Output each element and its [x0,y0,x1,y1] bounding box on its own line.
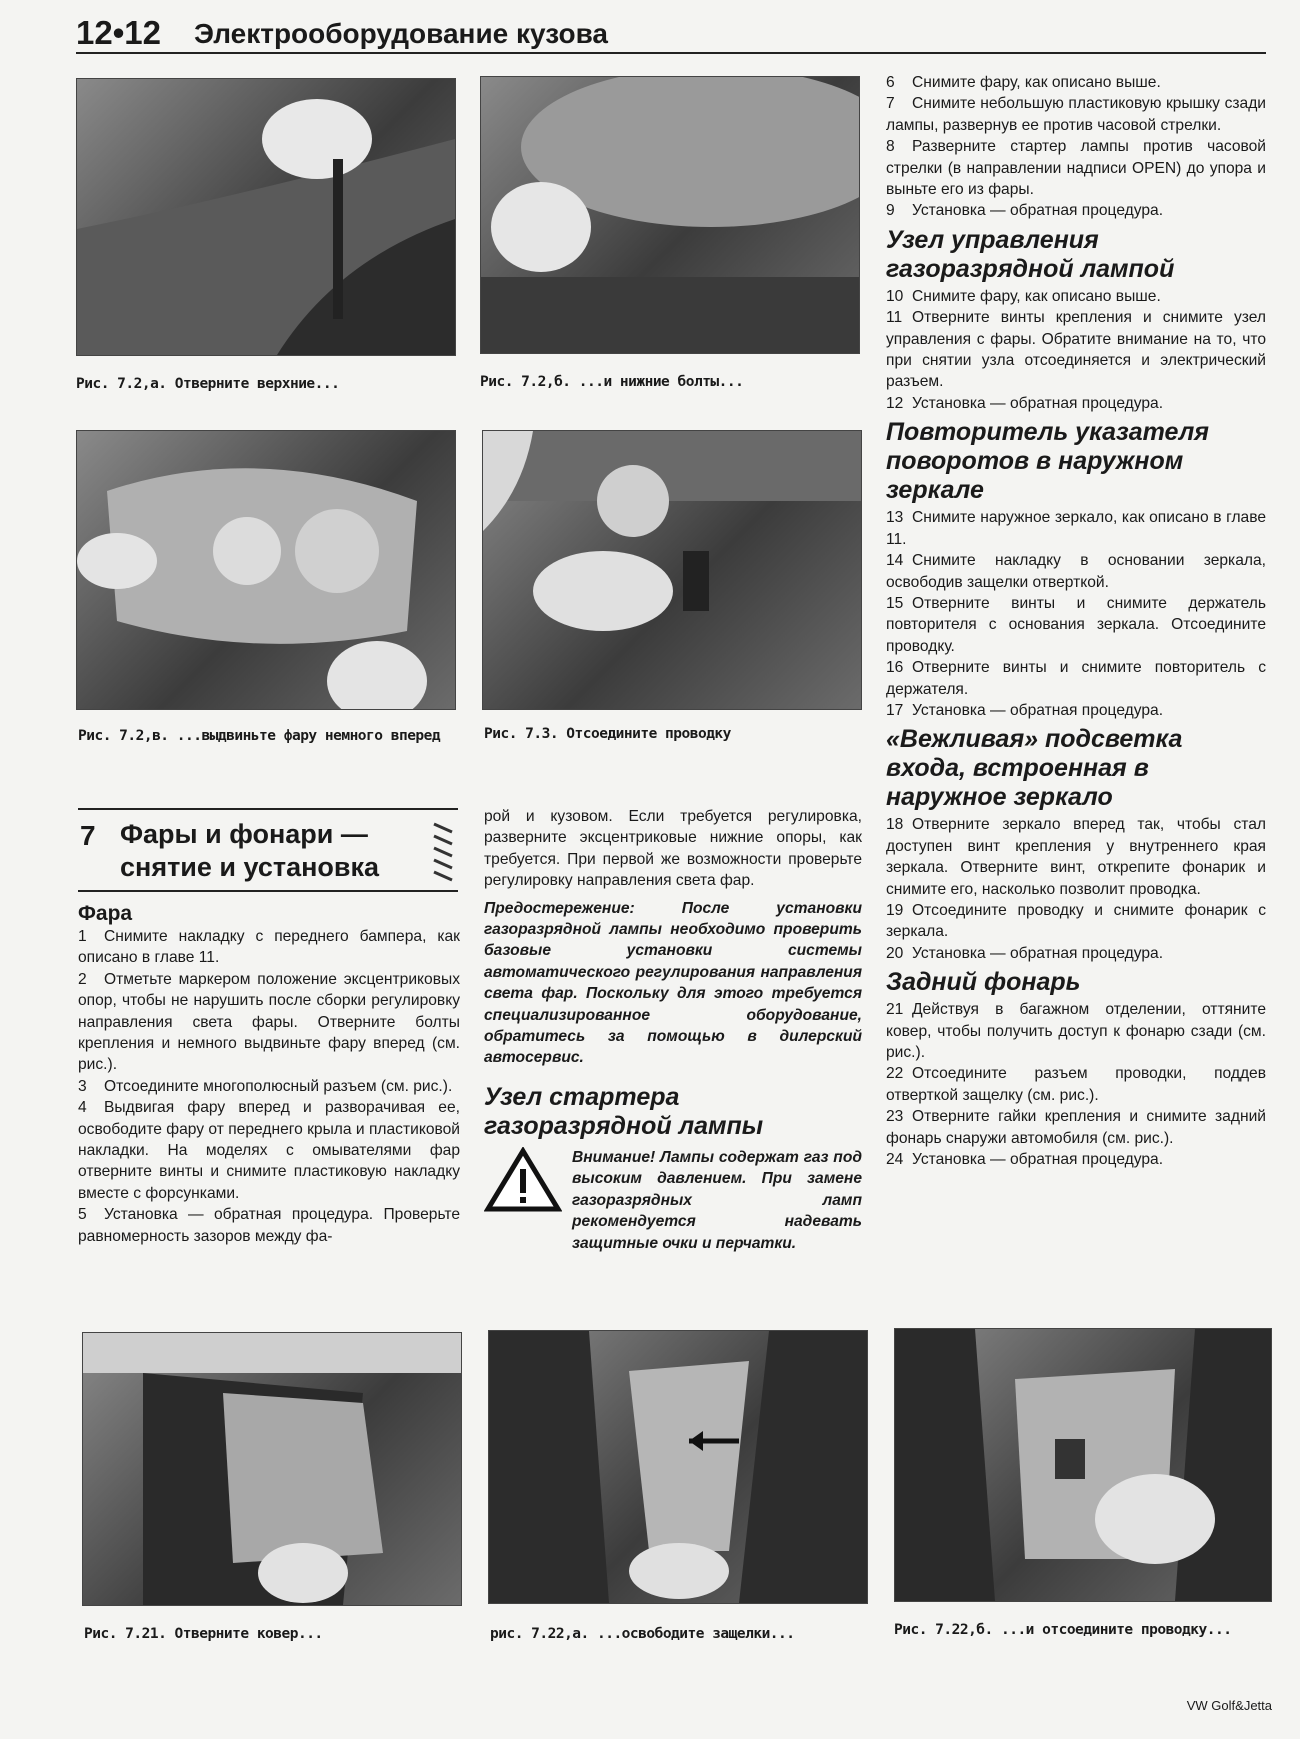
step-7: 7 Снимите небольшую пластиковую крышку сзади лампы, развернув ее против часовой стрелки. [886,95,1266,134]
photo-7-2v [76,430,456,710]
photo-7-21 [82,1332,462,1606]
step-22: 22 Отсоедините разъем проводки, поддев отверткой защелку (см. рис.). [886,1065,1266,1104]
section-title [120,818,440,884]
photo-7-22b [894,1328,1272,1602]
section-title-line1: Фары и фонари — [120,819,368,849]
step-4: 4 Выдвигая фару вперед и разворачивая ее, освободите фару от переднего крыла и пластиковой накладки. На моделях с омывателями фар отверните винты и снимите пластиковую накладку вместе с форсунками. [78,1099,460,1202]
step-20: 20 Установка — обратная процедура. [886,944,1164,962]
caution-text: После установки газоразрядной лампы необходимо проверить базовые установки системы автоматического регулирования направления света фар. Поскольку для этого требуется специализированное оборудование, обратитесь за помощью в дилерский автосервис. [484,899,862,1067]
subheading-fara: Фара [78,902,133,925]
step-5-continuation: рой и кузовом. Если требуется регулировка, разверните эксцентриковые нижние опоры, как требуется. При первой же возможности проверьте регулировку направления света фар. [484,808,862,890]
caption-7-21: Рис. 7.21. Отверните ковер... [84,1626,323,1642]
photo-7-21-image [83,1333,461,1605]
caution-note [484,898,862,1069]
section-title-line2: снятие и установка [120,852,380,882]
step-18: 18 Отверните зеркало вперед так, чтобы стал доступен винт крепления у внутреннего края зеркала. Отверните винт, открепите фонарик и снимите его, насколько позволит проводка. [886,816,1266,898]
caption-7-22a: рис. 7.22,а. ...освободите защелки... [490,1626,795,1642]
page-header [76,12,1266,54]
caption-7-3: Рис. 7.3. Отсоедините проводку [484,726,731,742]
step-11: 11 Отверните винты крепления и снимите узел управления с фары. Обратите внимание на то, что при снятии узла отсоединяется и электрический разъем. [886,309,1266,391]
step-10: 10 Снимите фару, как описано выше. [886,287,1161,305]
warning-text: Лампы содержат газ под высоким давлением. При замене газоразрядных ламп рекомендуется надевать защитные очки и перчатки. [572,1148,862,1252]
heading-control-unit: Узел управления газоразрядной лампой [886,225,1175,283]
section-heading [78,808,458,892]
warning-triangle-icon [484,1147,562,1213]
caption-7-2a: Рис. 7.2,а. Отверните верхние... [76,376,340,392]
caption-7-22b: Рис. 7.22,б. ...и отсоедините проводку... [894,1622,1232,1638]
step-9: 9 Установка — обратная процедура. [886,202,1164,220]
photo-7-2b [480,76,860,354]
photo-7-22b-image [895,1329,1271,1601]
step-8: 8 Разверните стартер лампы против часовой стрелки (в направлении надписи OPEN) до упора и выньте его из фары. [886,138,1266,199]
step-5: 5 Установка — обратная процедура. Проверьте равномерность зазоров между фа- [78,1206,460,1245]
heading-courtesy-light: «Вежливая» подсветка входа, встроенная в наружное зеркало [886,725,1183,812]
caption-7-2b: Рис. 7.2,б. ...и нижние болты... [480,374,744,390]
warning-label: Внимание! [572,1148,656,1166]
step-15: 15 Отверните винты и снимите держатель повторителя с основания зеркала. Отсоедините проводку. [886,594,1266,655]
page-number: 12•12 [76,14,161,51]
step-19: 19 Отсоедините проводку и снимите фонарик с зеркала. [886,901,1266,941]
step-17: 17 Установка — обратная процедура. [886,701,1164,719]
step-14: 14 Снимите накладку в основании зеркала, освободив защелки отверткой. [886,552,1266,591]
step-13: 13 Снимите наружное зеркало, как описано в главе 11. [886,509,1266,548]
column-3 [886,72,1266,1170]
step-1: 1 Снимите накладку с переднего бампера, как описано в главе 11. [78,928,460,967]
photo-7-2b-image [481,77,859,353]
step-16: 16 Отверните винты и снимите повторитель с держателя. [886,659,1266,698]
footer-book-title: VW Golf&Jetta [1186,1698,1272,1713]
step-3: 3 Отсоедините многополюсный разъем (см. рис.). [78,1077,453,1095]
column-1 [78,900,460,1247]
photo-7-22a [488,1330,868,1604]
step-6: 6 Снимите фару, как описано выше. [886,74,1161,91]
caution-label: Предостережение: [484,899,635,917]
chapter-title: Электрооборудование кузова [194,18,608,49]
heading-repeater: Повторитель указателя поворотов в наружном зеркале [886,418,1210,505]
step-23: 23 Отверните гайки крепления и снимите задний фонарь снаружи автомобиля (см. рис.). [886,1108,1266,1147]
step-2: 2 Отметьте маркером положение эксцентриковых опор, чтобы не нарушить после сборки регулировку направления света фары. Отверните болты крепления и немного выдвиньте фару вперед (см. рис.). [78,970,460,1074]
photo-7-2a-image [77,79,455,355]
difficulty-wrench-icon [430,818,456,882]
photo-7-3 [482,430,862,710]
caption-7-2v: Рис. 7.2,в. ...выдвиньте фару немного вперед [78,728,441,744]
step-21: 21 Действуя в багажном отделении, оттяните ковер, чтобы получить доступ к фонарю сзади (см. рис.). [886,1001,1266,1061]
warning-note [572,1147,862,1254]
photo-7-2v-image [77,431,455,709]
heading-tail-light: Задний фонарь [886,968,1081,997]
photo-7-2a [76,78,456,356]
photo-7-3-image [483,431,861,709]
step-12: 12 Установка — обратная процедура. [886,394,1164,412]
photo-7-22a-image [489,1331,867,1603]
column-2 [484,806,862,1254]
heading-starter: Узел стартера газоразрядной лампы [484,1082,764,1140]
section-number: 7 [80,820,96,851]
warning-block [484,1147,862,1254]
step-24: 24 Установка — обратная процедура. [886,1151,1164,1169]
